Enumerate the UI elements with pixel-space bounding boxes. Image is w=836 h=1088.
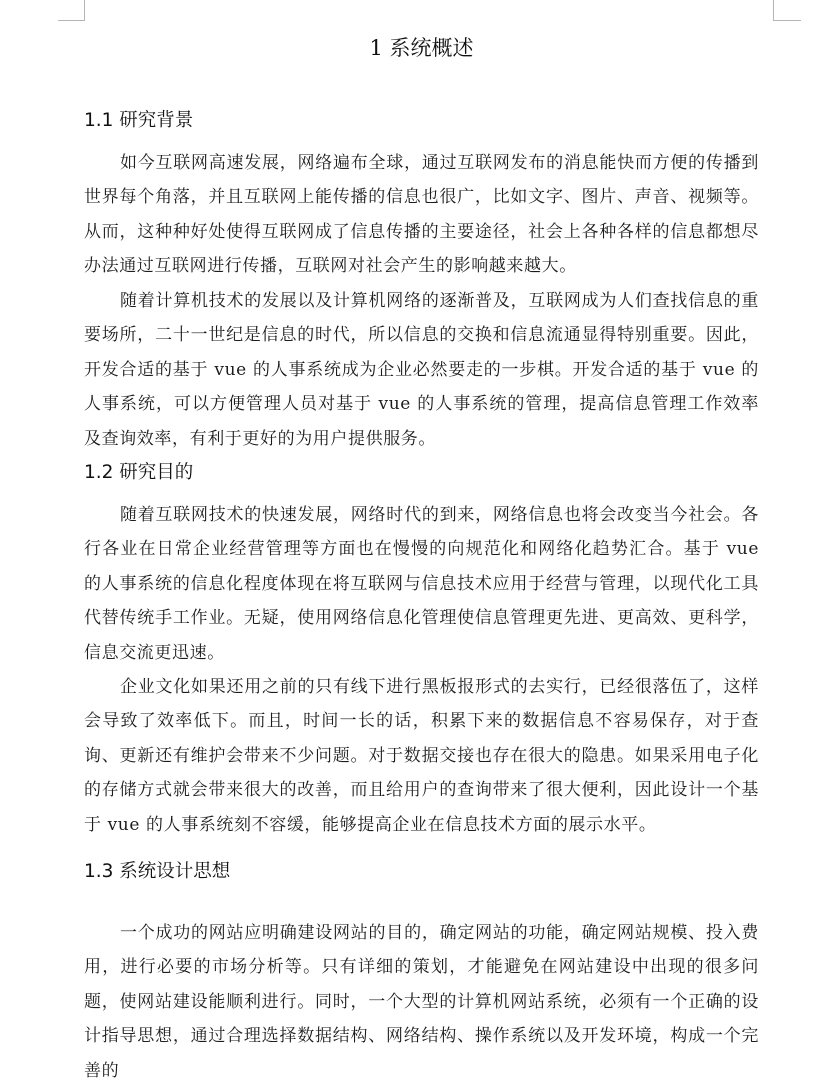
page-corner-mark-top-right (773, 0, 801, 21)
page-corner-mark-top-left (58, 0, 85, 21)
paragraph-purpose-1: 随着互联网技术的快速发展，网络时代的到来，网络信息也将会改变当今社会。各行各业在日常企业经营管理等方面也在慢慢的向规范化和网络化趋势汇合。基于 vue 的人事系统的信息化程度体现在将互联网与信息技术应用于经营与管理，以现代化工具代替传统手工作业。无疑，使用网络信息化管理使信息管理更先进、更高效、更科学，信息交流更迅速。 (84, 505, 759, 663)
paragraph-purpose-2: 企业文化如果还用之前的只有线下进行黑板报形式的去实行，已经很落伍了，这样会导致了效率低下。而且，时间一长的话，积累下来的数据信息不容易保存，对于查询、更新还有维护会带来不少问题。对于数据交接也存在很大的隐患。如果采用电子化的存储方式就会带来很大的改善，而且给用户的查询带来了很大便利，因此设计一个基于 vue 的人事系统刻不容缓，能够提高企业在信息技术方面的展示水平。 (84, 677, 759, 835)
paragraph-background-2: 随着计算机技术的发展以及计算机网络的逐渐普及，互联网成为人们查找信息的重要场所，二十一世纪是信息的时代，所以信息的交换和信息流通显得特别重要。因此，开发合适的基于 vue 的人事系统成为企业必然要走的一步棋。开发合适的基于 vue 的人事系统，可以方便管理人员对基于 vue 的人事系统的管理，提高信息管理工作效率及查询效率，有利于更好的为用户提供服务。 (84, 291, 759, 449)
section-heading-1-3: 1.3 系统设计思想 (84, 861, 231, 882)
section-heading-1-1: 1.1 研究背景 (84, 110, 194, 131)
paragraph-design-1: 一个成功的网站应明确建设网站的目的，确定网站的功能，确定网站规模、投入费用，进行必要的市场分析等。只有详细的策划，才能避免在网站建设中出现的很多问题，使网站建设能顺利进行。同时，一个大型的计算机网站系统，必须有一个正确的设计指导思想，通过合理选择数据结构、网络结构、操作系统以及开发环境，构成一个完善的 (84, 923, 759, 1081)
section-heading-1-2: 1.2 研究目的 (84, 462, 194, 483)
paragraph-background-1: 如今互联网高速发展，网络遍布全球，通过互联网发布的消息能快而方便的传播到世界每个角落，并且互联网上能传播的信息也很广，比如文字、图片、声音、视频等。从而，这种种好处使得互联网成了信息传播的主要途径，社会上各种各样的信息都想尽办法通过互联网进行传播，互联网对社会产生的影响越来越大。 (84, 153, 759, 277)
chapter-title: 1 系统概述 (369, 36, 474, 60)
